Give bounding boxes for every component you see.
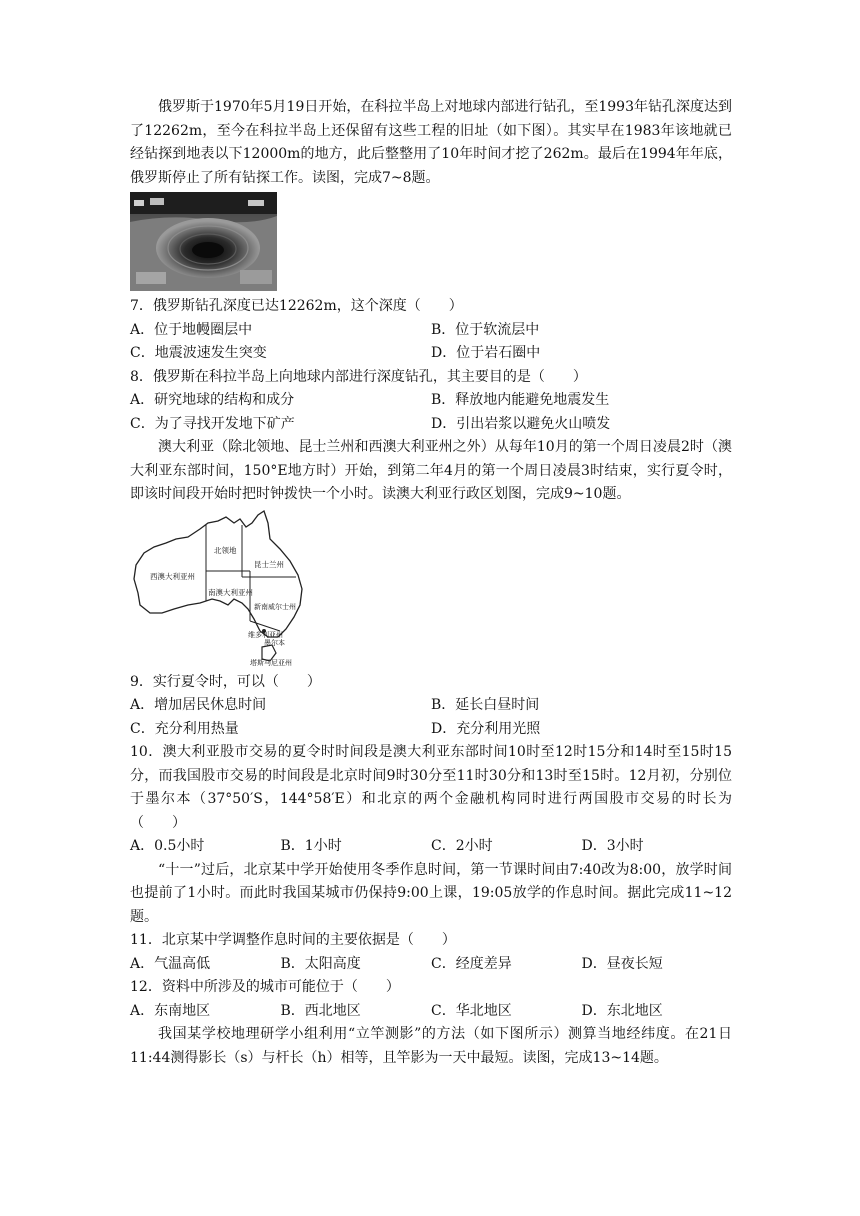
q8-option-d[interactable]: D．引出岩浆以避免火山喷发 (431, 415, 611, 432)
q12-option-d[interactable]: D．东北地区 (581, 1002, 663, 1019)
q7-option-c[interactable]: C．地震波速发生突变 (130, 345, 267, 361)
question-9-options-row-1 (130, 694, 732, 718)
q11-option-b[interactable]: B．太阳高度 (280, 955, 361, 972)
question-8-stem: 8．俄罗斯在科拉半岛上向地球内部进行深度钻孔，其主要目的是（ ） (130, 368, 587, 385)
q9-option-a[interactable]: A．增加居民休息时间 (130, 697, 267, 713)
q10-option-c[interactable]: C．2小时 (431, 838, 493, 854)
question-11-options (130, 953, 732, 977)
q12-option-c[interactable]: C．华北地区 (431, 1002, 512, 1019)
question-7-options-row-2 (130, 342, 732, 366)
q9-option-d[interactable]: D．充分利用光照 (431, 720, 541, 737)
question-7-stem: 7．俄罗斯钻孔深度已达12262m，这个深度（ ） (130, 298, 463, 314)
q10-option-b[interactable]: B．1小时 (280, 838, 342, 854)
q9-option-c[interactable]: C．充分利用热量 (130, 720, 239, 737)
label-melbourne: 墨尔本 (264, 638, 285, 647)
label-queensland: 昆士兰州 (254, 559, 284, 569)
q7-option-a[interactable]: A．位于地幔圈层中 (130, 321, 253, 338)
question-12-options (130, 1000, 732, 1024)
q7-option-b[interactable]: B．位于软流层中 (431, 321, 540, 338)
passage-kola-drilling: 俄罗斯于1970年5月19日开始，在科拉半岛上对地球内部进行钻孔，至1993年钻孔深度达到了12262m，至今在科拉半岛上还保留有这些工程的旧址（如下图）。其实早在1983年该地就已经钻探到地表以下12000m的地方，此后整整用了10年时间才挖了262m。最后在1994年年底，俄罗斯停止了所有钻探工作。读图，完成7~8题。 (130, 99, 732, 186)
passage-beijing-schedule: “十一”过后，北京某中学开始使用冬季作息时间，第一节课时间由7:40改为8:00，放学时间也提前了1小时。而此时我国某城市仍保持9:00上课，19:05放学的作息时间。据此完成11~12题。 (130, 861, 732, 925)
q11-option-a[interactable]: A．气温高低 (130, 955, 211, 972)
q8-option-b[interactable]: B．释放地内能避免地震发生 (431, 392, 610, 408)
q7-option-d[interactable]: D．位于岩石圈中 (431, 345, 541, 361)
q9-option-b[interactable]: B．延长白昼时间 (431, 697, 540, 713)
question-12-stem: 12．资料中所涉及的城市可能位于（ ） (130, 979, 400, 995)
label-western-australia: 西澳大利亚州 (150, 571, 195, 581)
question-8-options-row-2 (130, 413, 732, 437)
label-new-south-wales: 新南威尔士州 (254, 602, 296, 611)
q11-option-c[interactable]: C．经度差异 (431, 955, 512, 972)
q8-option-a[interactable]: A．研究地球的结构和成分 (130, 392, 295, 408)
question-11-stem: 11．北京某中学调整作息时间的主要依据是（ ） (130, 932, 456, 948)
passage-shadow-measurement: 我国某学校地理研学小组利用“立竿测影”的方法（如下图所示）测算当地经纬度。在21日11:44测得影长（s）与杆长（h）相等，且竿影为一天中最短。读图，完成13~14题。 (130, 1026, 732, 1066)
question-10-stem: 10．澳大利亚股市交易的夏令时时间段是澳大利亚东部时间10时至12时15分和14时至15时15分，而我国股市交易的时间段是北京时间9时30分至11时30分和13时至15时。12月初，分别位于墨尔本（37°50′S，144°58′E）和北京的两个金融机构同时进行两国股市交易的时长为（ ） (130, 744, 732, 831)
australia-map (130, 509, 305, 667)
passage-australia-dst: 澳大利亚（除北领地、昆士兰州和西澳大利亚州之外）从每年10月的第一个周日凌晨2时（澳大利亚东部时间，150°E地方时）开始，到第二年4月的第一个周日凌晨3时结束，实行夏令时，即该时间段开始时把时钟拨快一个小时。读澳大利亚行政区划图，完成9~10题。 (130, 439, 732, 502)
question-9-options-row-2 (130, 718, 732, 742)
q11-option-d[interactable]: D．昼夜长短 (581, 955, 663, 972)
q10-option-d[interactable]: D．3小时 (581, 838, 644, 854)
label-victoria: 维多利亚州 (248, 630, 283, 639)
exam-page (130, 96, 732, 1070)
question-9-stem: 9．实行夏令时，可以（ ） (130, 673, 321, 690)
q8-option-c[interactable]: C．为了寻找开发地下矿产 (130, 415, 295, 432)
label-tasmania: 塔斯马尼亚州 (250, 658, 292, 667)
label-northern-territory: 北领地 (214, 545, 237, 555)
question-10-options (130, 835, 732, 859)
q12-option-a[interactable]: A．东南地区 (130, 1002, 211, 1019)
label-south-australia: 南澳大利亚州 (208, 587, 253, 597)
q12-option-b[interactable]: B．西北地区 (280, 1002, 361, 1019)
kola-borehole-photo (130, 192, 277, 291)
question-8-options-row-1 (130, 389, 732, 413)
question-7-options-row-1 (130, 319, 732, 343)
q10-option-a[interactable]: A．0.5小时 (130, 838, 205, 854)
